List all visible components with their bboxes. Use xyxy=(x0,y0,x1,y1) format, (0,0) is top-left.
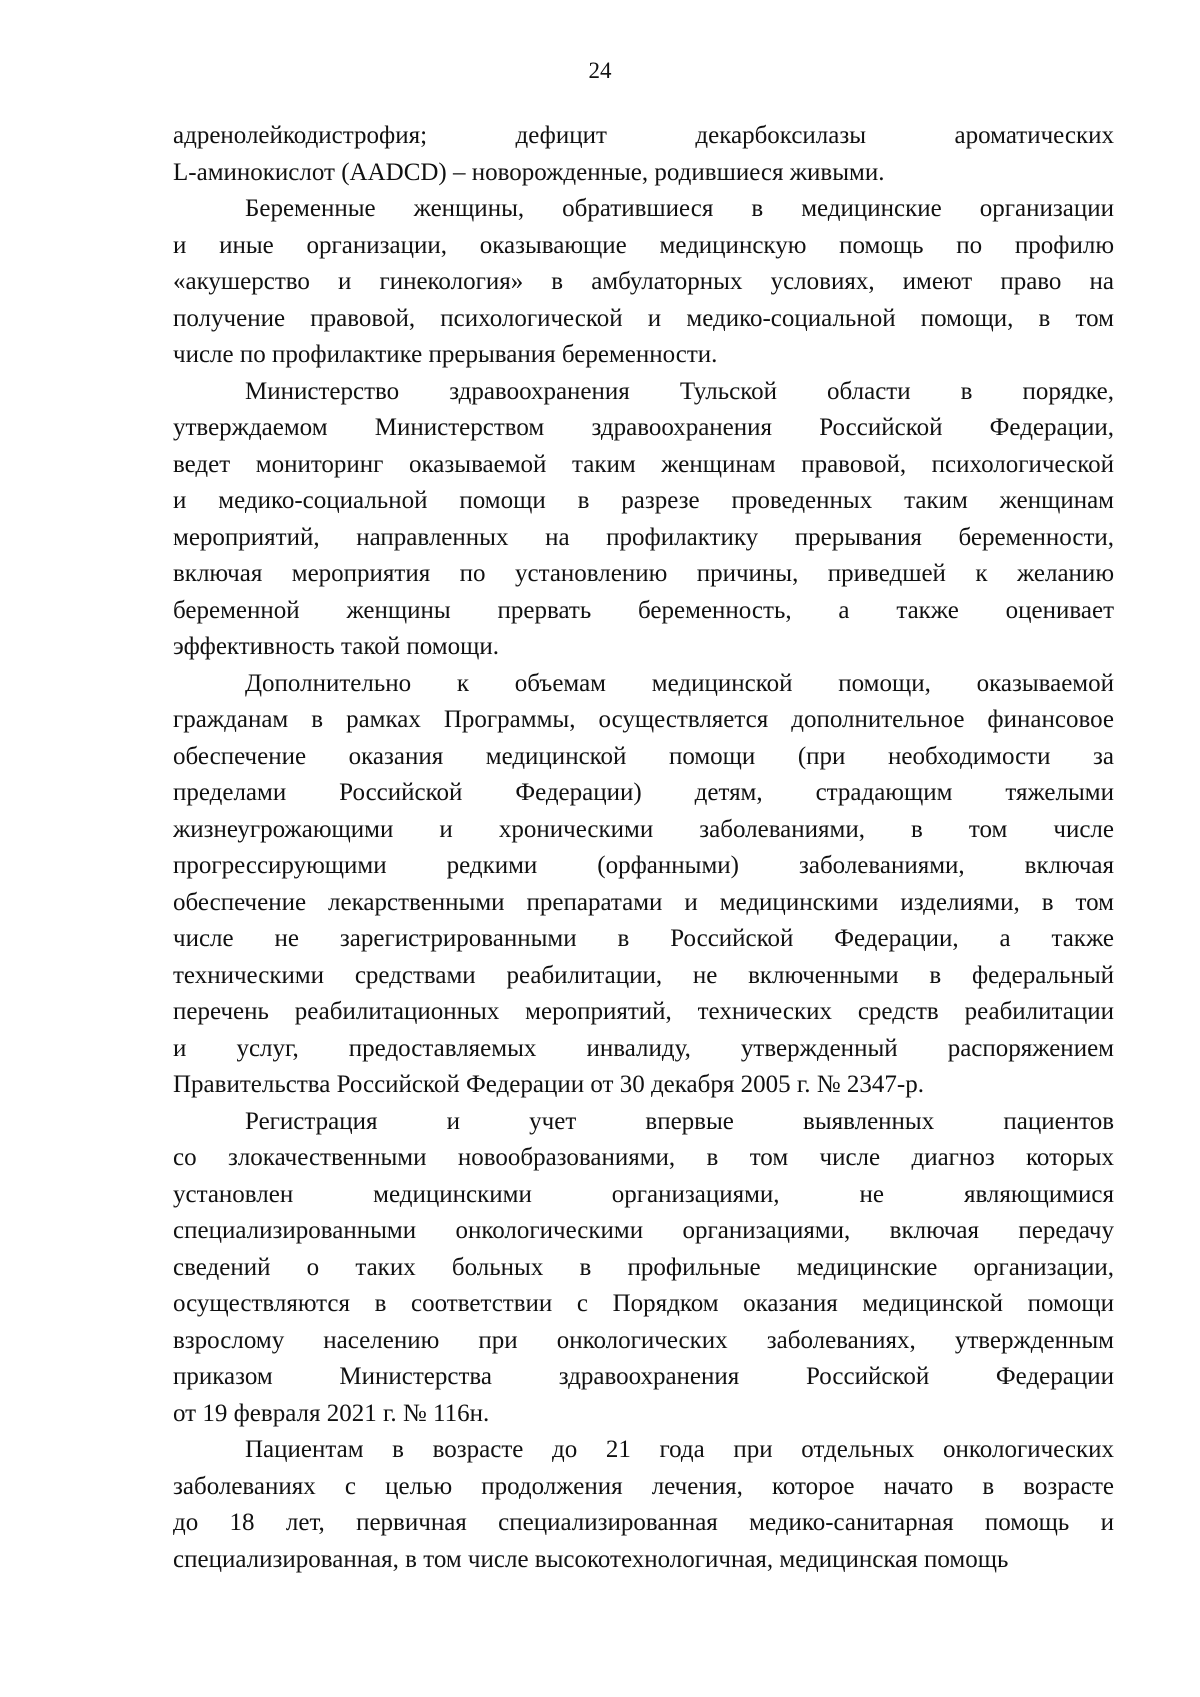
text-line: техническими средствами реабилитации, не включенными в федеральный xyxy=(173,961,1114,989)
text-line: числе по профилактике прерывания беременности. xyxy=(173,341,718,368)
text-line: Беременные женщины, обратившиеся в медицинские организации xyxy=(245,195,1114,222)
paragraph xyxy=(173,191,1114,374)
text-line: получение правовой, психологической и медико-социальной помощи, в том xyxy=(173,304,1114,332)
text-line: обеспечение лекарственными препаратами и медицинскими изделиями, в том xyxy=(173,888,1114,916)
text-line: и услуг, предоставляемых инвалиду, утвержденный распоряжением xyxy=(173,1034,1114,1062)
text-line: обеспечение оказания медицинской помощи (при необходимости за xyxy=(173,742,1114,770)
text-line: пределами Российской Федерации) детям, страдающим тяжелыми xyxy=(173,779,1114,806)
text-line: осуществляются в соответствии с Порядком оказания медицинской помощи xyxy=(173,1290,1114,1317)
document-body xyxy=(173,118,1114,1578)
text-line: гражданам в рамках Программы, осуществляется дополнительное финансовое xyxy=(173,706,1114,733)
paragraph xyxy=(173,1104,1114,1433)
text-line: взрослому населению при онкологических заболеваниях, утвержденным xyxy=(173,1326,1114,1354)
text-line: прогрессирующими редкими (орфанными) заболеваниями, включая xyxy=(173,852,1114,879)
text-line: и иные организации, оказывающие медицинскую помощь по профилю xyxy=(173,231,1114,259)
text-line: беременной женщины прервать беременность, а также оценивает xyxy=(173,596,1114,624)
text-line: жизнеугрожающими и хроническими заболеваниями, в том числе xyxy=(173,815,1114,843)
text-line: Регистрация и учет впервые выявленных пациентов xyxy=(245,1107,1114,1135)
text-line: числе не зарегистрированными в Российской Федерации, а также xyxy=(173,925,1114,952)
text-line: утверждаемом Министерством здравоохранения Российской Федерации, xyxy=(173,414,1114,441)
paragraph xyxy=(173,118,1114,191)
text-line: Пациентам в возрасте до 21 года при отдельных онкологических xyxy=(245,1436,1114,1463)
paragraph xyxy=(173,1432,1114,1578)
text-line: специализированными онкологическими организациями, включая передачу xyxy=(173,1217,1114,1244)
text-line: приказом Министерства здравоохранения Российской Федерации xyxy=(173,1363,1114,1390)
text-line: «акушерство и гинекология» в амбулаторных условиях, имеют право на xyxy=(173,268,1114,295)
text-line: Дополнительно к объемам медицинской помощи, оказываемой xyxy=(245,669,1114,697)
page-number: 24 xyxy=(588,58,612,83)
text-line: L-аминокислот (AADCD) – новорожденные, родившиеся живыми. xyxy=(173,158,885,186)
text-line: со злокачественными новообразованиями, в том числе диагноз которых xyxy=(173,1144,1114,1171)
text-line: до 18 лет, первичная специализированная медико-санитарная помощь и xyxy=(173,1509,1114,1536)
text-line: адренолейкодистрофия; дефицит декарбоксилазы ароматических xyxy=(173,122,1114,149)
text-line: Правительства Российской Федерации от 30 декабря 2005 г. № 2347-р. xyxy=(173,1071,924,1098)
text-line: включая мероприятия по установлению причины, приведшей к желанию xyxy=(173,560,1114,587)
text-line: перечень реабилитационных мероприятий, технических средств реабилитации xyxy=(173,998,1114,1025)
text-line: и медико-социальной помощи в разрезе проведенных таким женщинам xyxy=(173,487,1114,514)
paragraph xyxy=(173,666,1114,1104)
text-line: от 19 февраля 2021 г. № 116н. xyxy=(173,1399,490,1427)
text-line: установлен медицинскими организациями, не являющимися xyxy=(173,1180,1114,1208)
paragraph xyxy=(173,374,1114,666)
text-line: ведет мониторинг оказываемой таким женщинам правовой, психологической xyxy=(173,450,1114,478)
text-line: эффективность такой помощи. xyxy=(173,633,499,660)
text-line: мероприятий, направленных на профилактику прерывания беременности, xyxy=(173,523,1114,551)
text-line: заболеваниях с целью продолжения лечения, которое начато в возрасте xyxy=(173,1472,1114,1500)
text-line: специализированная, в том числе высокотехнологичная, медицинская помощь xyxy=(173,1545,1009,1573)
text-line: Министерство здравоохранения Тульской области в порядке, xyxy=(245,377,1114,405)
text-line: сведений о таких больных в профильные медицинские организации, xyxy=(173,1253,1114,1281)
